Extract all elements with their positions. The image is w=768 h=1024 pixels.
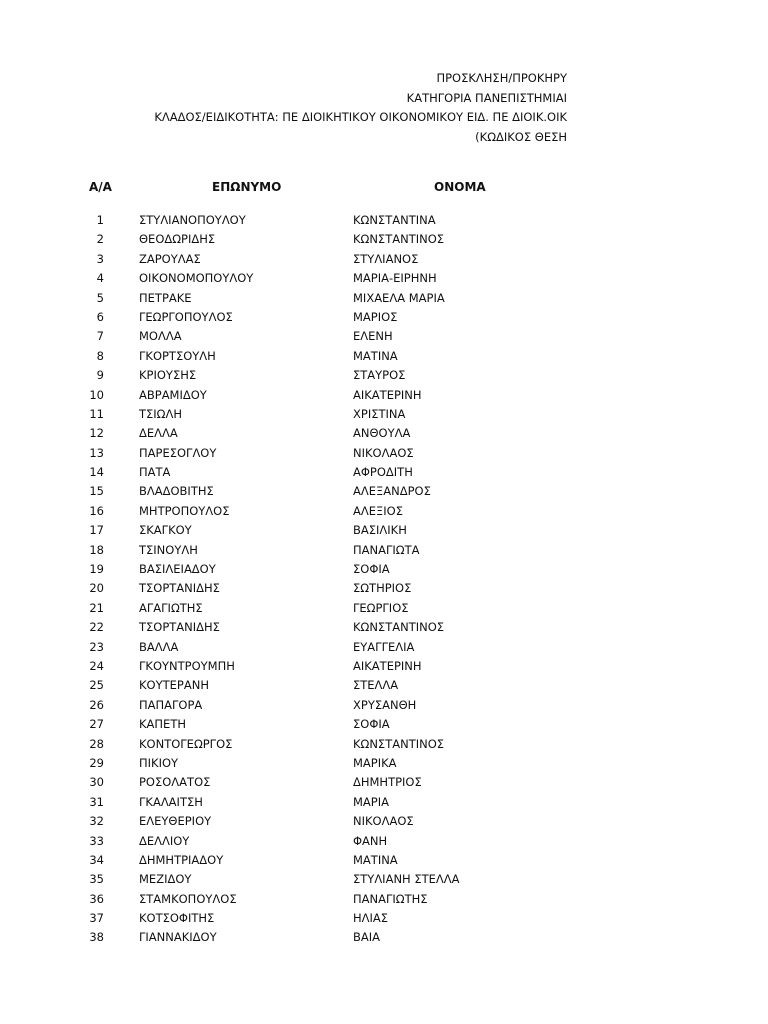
table-row	[0, 715, 768, 734]
table-row	[0, 890, 768, 909]
cell-surname: ΕΛΕΥΘΕΡΙΟΥ	[139, 814, 212, 829]
cell-surname: ΑΓΑΓΙΩΤΗΣ	[139, 600, 203, 615]
table-row	[0, 560, 768, 579]
cell-name: ΕΛΕΝΗ	[353, 329, 393, 344]
cell-aa: 32	[89, 814, 104, 829]
cell-aa: 14	[89, 465, 104, 480]
cell-aa: 6	[96, 309, 104, 324]
table-row	[0, 366, 768, 385]
cell-name: ΣΟΦΙΑ	[353, 717, 390, 732]
cell-name: ΦΑΝΗ	[353, 833, 388, 848]
cell-aa: 30	[89, 775, 104, 790]
cell-name: ΑΛΕΞΑΝΔΡΟΣ	[353, 484, 431, 499]
cell-surname: ΜΕΖΙΔΟΥ	[139, 872, 192, 887]
cell-surname: ΓΚΑΛΑΙΤΣΗ	[139, 794, 203, 809]
cell-aa: 16	[89, 503, 104, 518]
table-row	[0, 676, 768, 695]
table-row	[0, 269, 768, 288]
cell-aa: 3	[96, 251, 104, 266]
table-row	[0, 928, 768, 947]
table-row	[0, 793, 768, 812]
cell-name: ΣΩΤΗΡΙΟΣ	[353, 581, 412, 596]
cell-surname: ΖΑΡΟΥΛΑΣ	[139, 251, 201, 266]
column-header-name: ΟΝΟΜΑ	[434, 180, 486, 194]
table-row	[0, 909, 768, 928]
cell-surname: ΣΚΑΓΚΟΥ	[139, 523, 192, 538]
cell-name: ΚΩΝΣΤΑΝΤΙΝΑ	[353, 213, 436, 227]
cell-surname: ΓΚΟΡΤΣΟΥΛΗ	[139, 348, 216, 363]
table-row	[0, 405, 768, 424]
cell-aa: 8	[96, 348, 104, 363]
cell-surname: ΚΟΤΣΟΦΙΤΗΣ	[139, 911, 215, 926]
cell-surname: ΒΑΛΛΑ	[139, 639, 179, 654]
cell-surname: ΠΑΠΑΓΟΡΑ	[139, 697, 203, 712]
table-row	[0, 482, 768, 501]
cell-surname: ΚΟΥΤΕΡΑΝΗ	[139, 678, 209, 693]
table-row	[0, 444, 768, 463]
cell-aa: 38	[89, 930, 104, 945]
cell-surname: ΠΑΡΕΣΟΓΛΟΥ	[139, 445, 217, 460]
cell-aa: 13	[89, 445, 104, 460]
cell-name: ΑΙΚΑΤΕΡΙΝΗ	[353, 387, 422, 402]
cell-name: ΜΑΡΙΚΑ	[353, 755, 397, 770]
cell-surname: ΜΗΤΡΟΠΟΥΛΟΣ	[139, 503, 230, 518]
cell-aa: 4	[96, 271, 104, 286]
table-row	[0, 851, 768, 870]
cell-name: ΧΡΥΣΑΝΘΗ	[353, 697, 417, 712]
cell-name: ΚΩΝΣΤΑΝΤΙΝΟΣ	[353, 232, 445, 247]
cell-aa: 24	[89, 658, 104, 673]
cell-name: ΑΙΚΑΤΕΡΙΝΗ	[353, 658, 422, 673]
cell-surname: ΟΙΚΟΝΟΜΟΠΟΥΛΟΥ	[139, 271, 254, 286]
cell-aa: 25	[89, 678, 104, 693]
cell-surname: ΠΑΤΑ	[139, 465, 171, 480]
cell-aa: 17	[89, 523, 104, 538]
column-header-aa: Α/Α	[89, 180, 112, 194]
cell-aa: 35	[89, 872, 104, 887]
table-row	[0, 541, 768, 560]
cell-name: ΜΑΤΙΝΑ	[353, 348, 398, 363]
cell-name: ΜΑΡΙΑ	[353, 794, 389, 809]
table-row	[0, 347, 768, 366]
candidate-table	[0, 211, 768, 948]
cell-name: ΣΤΥΛΙΑΝΗ ΣΤΕΛΛΑ	[353, 872, 460, 887]
cell-aa: 22	[89, 620, 104, 635]
header-line-invitation: ΠΡΟΣΚΛΗΣΗ/ΠΡΟΚΗΡΥ	[436, 71, 567, 85]
cell-aa: 28	[89, 736, 104, 751]
header-line-position-code: (ΚΩΔΙΚΟΣ ΘΕΣΗ	[475, 130, 567, 144]
table-row	[0, 870, 768, 889]
cell-name: ΚΩΝΣΤΑΝΤΙΝΟΣ	[353, 736, 445, 751]
cell-aa: 37	[89, 911, 104, 926]
cell-aa: 26	[89, 697, 104, 712]
cell-surname: ΑΒΡΑΜΙΔΟΥ	[139, 387, 207, 402]
table-row	[0, 502, 768, 521]
cell-aa: 34	[89, 852, 104, 867]
cell-surname: ΔΕΛΛΑ	[139, 426, 178, 441]
cell-name: ΜΑΡΙΑ-ΕΙΡΗΝΗ	[353, 271, 437, 286]
cell-surname: ΣΤΑΜΚΟΠΟΥΛΟΣ	[139, 891, 237, 906]
table-row	[0, 657, 768, 676]
cell-aa: 15	[89, 484, 104, 499]
table-row	[0, 327, 768, 346]
cell-surname: ΓΚΟΥΝΤΡΟΥΜΠΗ	[139, 658, 235, 673]
cell-surname: ΤΣΙΩΛΗ	[139, 406, 182, 421]
cell-name: ΜΑΤΙΝΑ	[353, 852, 398, 867]
cell-surname: ΣΤΥΛΙΑΝΟΠΟΥΛΟΥ	[139, 213, 246, 227]
cell-surname: ΠΕΤΡΑΚΕ	[139, 290, 192, 305]
cell-surname: ΔΗΜΗΤΡΙΑΔΟΥ	[139, 852, 224, 867]
cell-aa: 27	[89, 717, 104, 732]
cell-aa: 33	[89, 833, 104, 848]
table-row	[0, 696, 768, 715]
cell-name: ΕΥΑΓΓΕΛΙΑ	[353, 639, 415, 654]
cell-name: ΣΤΕΛΛΑ	[353, 678, 399, 693]
table-row	[0, 386, 768, 405]
table-row	[0, 230, 768, 249]
cell-name: ΣΟΦΙΑ	[353, 562, 390, 577]
cell-surname: ΔΕΛΛΙΟΥ	[139, 833, 190, 848]
cell-aa: 20	[89, 581, 104, 596]
cell-aa: 29	[89, 755, 104, 770]
cell-aa: 10	[89, 387, 104, 402]
cell-name: ΑΦΡΟΔΙΤΗ	[353, 465, 413, 480]
table-row	[0, 773, 768, 792]
cell-surname: ΚΡΙΟΥΣΗΣ	[139, 368, 197, 383]
cell-aa: 11	[89, 406, 104, 421]
cell-surname: ΒΛΑΔΟΒΙΤΗΣ	[139, 484, 214, 499]
table-row	[0, 211, 768, 230]
table-row	[0, 250, 768, 269]
cell-aa: 12	[89, 426, 104, 441]
cell-name: ΣΤΑΥΡΟΣ	[353, 368, 406, 383]
header-line-specialty: ΚΛΑΔΟΣ/ΕΙΔΙΚΟΤΗΤΑ: ΠΕ ΔΙΟΙΚΗΤΙΚΟΥ ΟΙΚΟΝΟΜΙΚΟΥ ΕΙΔ. ΠΕ ΔΙΟΙΚ.ΟΙΚ	[154, 110, 567, 124]
cell-name: ΜΑΡΙΟΣ	[353, 309, 398, 324]
cell-surname: ΠΙΚΙΟΥ	[139, 755, 179, 770]
cell-aa: 9	[96, 368, 104, 383]
cell-name: ΝΙΚΟΛΑΟΣ	[353, 445, 414, 460]
cell-name: ΣΤΥΛΙΑΝΟΣ	[353, 251, 419, 266]
cell-name: ΑΛΕΞΙΟΣ	[353, 503, 403, 518]
table-row	[0, 735, 768, 754]
cell-name: ΓΕΩΡΓΙΟΣ	[353, 600, 409, 615]
cell-surname: ΒΑΣΙΛΕΙΑΔΟΥ	[139, 562, 216, 577]
table-row	[0, 289, 768, 308]
cell-aa: 1	[96, 213, 104, 227]
table-row	[0, 832, 768, 851]
cell-name: ΔΗΜΗΤΡΙΟΣ	[353, 775, 422, 790]
table-row	[0, 463, 768, 482]
table-row	[0, 424, 768, 443]
table-row	[0, 638, 768, 657]
header-line-category: ΚΑΤΗΓΟΡΙΑ ΠΑΝΕΠΙΣΤΗΜΙΑΙ	[406, 91, 567, 105]
cell-name: ΜΙΧΑΕΛΑ ΜΑΡΙΑ	[353, 290, 445, 305]
cell-name: ΑΝΘΟΥΛΑ	[353, 426, 411, 441]
cell-surname: ΤΣΙΝΟΥΛΗ	[139, 542, 198, 557]
cell-surname: ΓΙΑΝΝΑΚΙΔΟΥ	[139, 930, 217, 945]
cell-aa: 18	[89, 542, 104, 557]
cell-aa: 36	[89, 891, 104, 906]
table-row	[0, 599, 768, 618]
table-row	[0, 308, 768, 327]
table-row	[0, 754, 768, 773]
cell-surname: ΘΕΟΔΩΡΙΔΗΣ	[139, 232, 216, 247]
cell-aa: 31	[89, 794, 104, 809]
cell-aa: 19	[89, 562, 104, 577]
cell-surname: ΓΕΩΡΓΟΠΟΥΛΟΣ	[139, 309, 233, 324]
cell-surname: ΤΣΟΡΤΑΝΙΔΗΣ	[139, 581, 220, 596]
cell-aa: 23	[89, 639, 104, 654]
cell-name: ΝΙΚΟΛΑΟΣ	[353, 814, 414, 829]
cell-aa: 7	[96, 329, 104, 344]
cell-surname: ΤΣΟΡΤΑΝΙΔΗΣ	[139, 620, 220, 635]
column-header-surname: ΕΠΩΝΥΜΟ	[212, 180, 282, 194]
cell-name: ΒΑΣΙΛΙΚΗ	[353, 523, 407, 538]
cell-aa: 5	[96, 290, 104, 305]
cell-aa: 2	[96, 232, 104, 247]
cell-name: ΠΑΝΑΓΙΩΤΗΣ	[353, 891, 428, 906]
cell-name: ΧΡΙΣΤΙΝΑ	[353, 406, 406, 421]
cell-surname: ΚΑΠΕΤΗ	[139, 717, 186, 732]
cell-name: ΗΛΙΑΣ	[353, 911, 389, 926]
table-row	[0, 812, 768, 831]
cell-surname: ΡΟΣΟΛΑΤΟΣ	[139, 775, 211, 790]
cell-name: ΠΑΝΑΓΙΩΤΑ	[353, 542, 420, 557]
table-row	[0, 521, 768, 540]
table-row	[0, 618, 768, 637]
cell-surname: ΚΟΝΤΟΓΕΩΡΓΟΣ	[139, 736, 233, 751]
cell-aa: 21	[89, 600, 104, 615]
table-row	[0, 579, 768, 598]
cell-name: ΚΩΝΣΤΑΝΤΙΝΟΣ	[353, 620, 445, 635]
cell-name: ΒΑΙΑ	[353, 930, 381, 945]
cell-surname: ΜΟΛΛΑ	[139, 329, 182, 344]
